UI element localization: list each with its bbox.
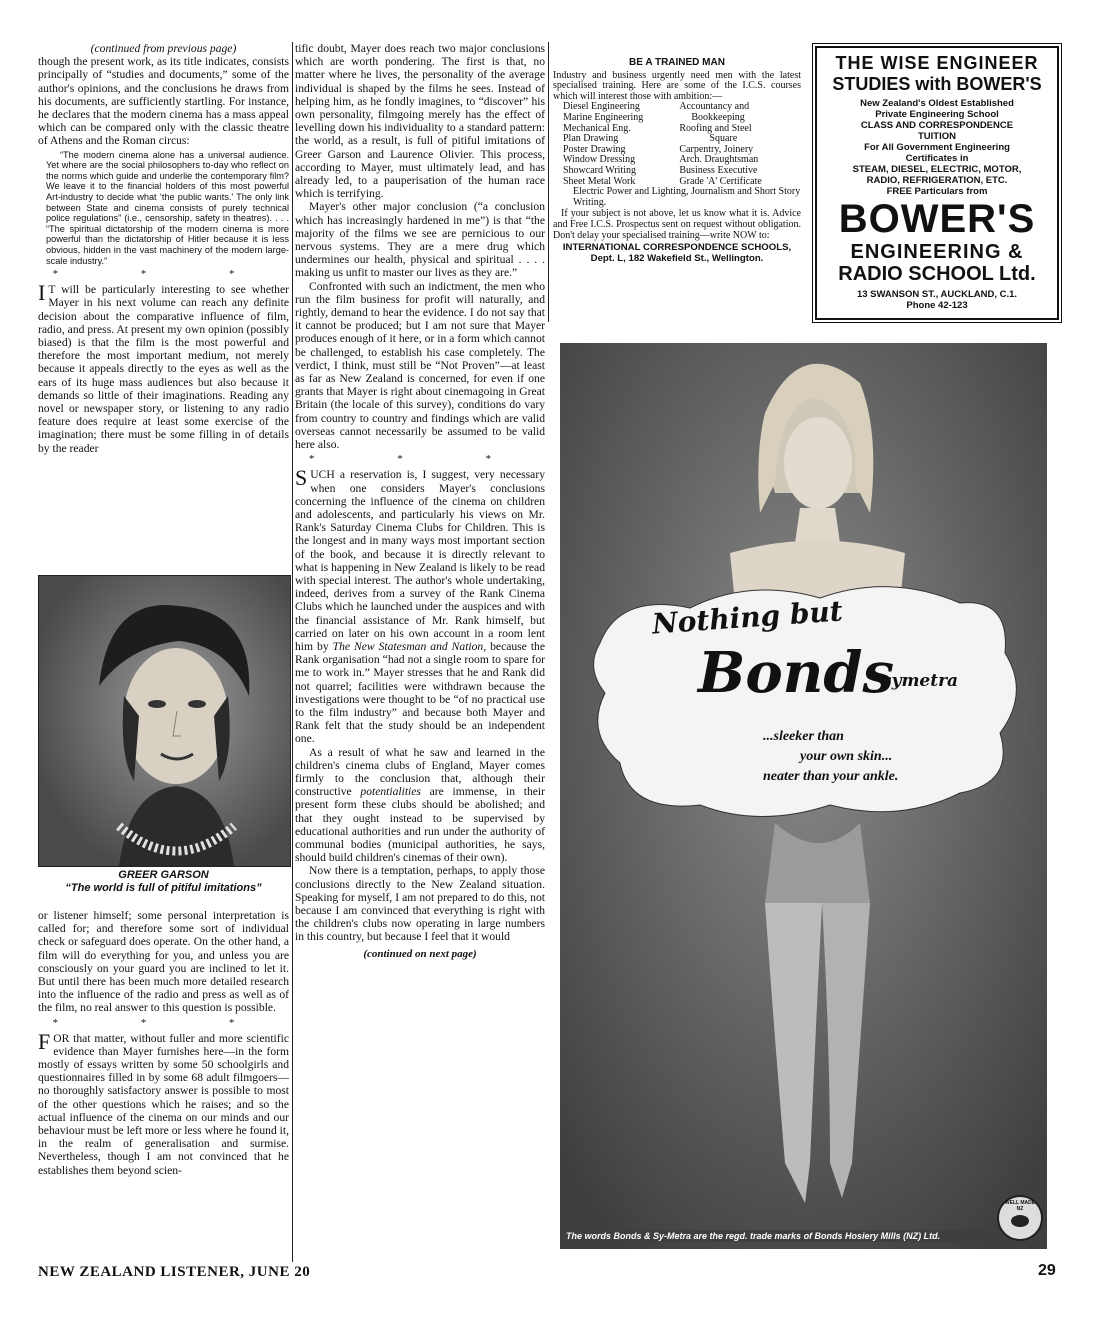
bonds-tagline-1: ...sleeker than [763, 729, 844, 744]
article-paragraph: though the present work, as its title indicates, consists principally of “studies and documents,” some of the author's opinions, and the conclusions he draws from his documents, are sufficiently startling. For instance, he declares that the modern cinema has a mass appeal which can be compared only with the classic theatre of Athens and the Roman circus: [38, 55, 289, 148]
column-2 [295, 42, 545, 961]
bowers-line2: STUDIES with BOWER'S [832, 74, 1042, 94]
bowers-line11: FREE Particulars from [886, 186, 988, 197]
article-paragraph: As a result of what he saw and learned in the children's cinema clubs of England, Mayer comes firmly to the conclusion that, although their constructive potentialities are immense, in their present form these clubs should be abolished; and that they ought instead to be supervised by educational authorities and run under the authority of communal bodies (municipal authorities, he says, should build children's cinemas of their own). [295, 745, 545, 865]
bowers-phone: Phone 42-123 [906, 300, 968, 311]
course-row: Window Dressing Arch. Draughtsman [563, 154, 759, 166]
column-1-top [38, 42, 289, 455]
bonds-tagline-2: your own skin... [800, 749, 893, 764]
ics-intro: Industry and business urgently need men with the latest specialised training. Here are some of the I.C.S. courses which will interest those with ambition:— [553, 69, 801, 102]
article-paragraph: or listener himself; some personal interpretation is called for; and therefore some sort of individual check or safeguard does operate. On the other hand, a film will do everything for you, and unless you are consciously on your guard you are inclined to let it. But until there has been much more detailed research into the influence of the radio and press as well as of the film, no real answer to this question is possible. [38, 909, 289, 1015]
course-row: Poster Drawing Carpentry, Joinery [563, 143, 754, 155]
bowers-line1: THE WISE ENGINEER [835, 53, 1039, 73]
ics-headline: BE A TRAINED MAN [629, 57, 725, 68]
bowers-line10: RADIO, REFRIGERATION, ETC. [866, 175, 1008, 186]
article-paragraph: FOR that matter, without fuller and more scientific evidence than Mayer furnishes here—in the form mostly of essays written by some 50 schoolgirls and questionnaires filled in by some 68 adult filmgoers—no thoroughly satisfactory answer is possible to most of the other questions which he raises; and so the actual influence of the cinema on our minds and our behaviour must be left more or less where he found it, in the realm of generalisation and surmise. Nevertheless, though I am not convinced that he establishes them beyond scien- [38, 1028, 289, 1177]
portrait-image [39, 576, 290, 866]
ics-course-list [563, 102, 799, 187]
ics-org: INTERNATIONAL CORRESPONDENCE SCHOOLS, [562, 242, 792, 254]
bonds-brand: Bonds [698, 640, 895, 706]
bowers-line7: For All Government Engineering [864, 142, 1010, 153]
block-quote: “The modern cinema alone has a universal audience. Yet where are the social philosophers to-day who reflect on the norms which guide and underlie the contemporary film? We leave it to the financial holders of this most powerful Art-industry to decide what ‘the public wants.’ The only link between State and cinema consists of purely technical police regulations” (i.e., censorship, safety in theatres). . . . “The spiritual dictatorship of the modern cinema is more powerful than the dictatorship of Hitler because it is less obvious, hidden in the vast machinery of the modern large-scale industry.” [46, 149, 289, 266]
ics-advertisement [553, 58, 801, 264]
course-row: Showcard Writing Business Executive [563, 164, 758, 176]
caption-quote: “The world is full of pitiful imitations” [65, 882, 262, 894]
bowers-line8: Certificates in [905, 153, 969, 164]
continued-from-label: (continued from previous page) [90, 42, 237, 55]
article-paragraph: tific doubt, Mayer does reach two major conclusions which are worth pondering. The first is that, no matter where he lives, the personality of the average individual is shaped by the films he sees. Instead of helping him, as he fondly imagines, to “discover” his own personality, filmgoing merely has the effect of levelling down his individuality to a standard pattern: the world, as a result, is full of pitiful imitations of Greer Garson and Laurence Olivier. This process, according to Mayer, must ultimately lead, and has already led, to a pauperisation of the human race which is terrifying. [295, 42, 545, 201]
column-divider [292, 42, 293, 1262]
course-row: Mechanical Eng. Roofing and Steel [563, 122, 752, 134]
drop-cap: S [295, 465, 308, 491]
section-break: * * * [52, 268, 275, 281]
ics-address: Dept. L, 182 Wakefield St., Wellington. [590, 252, 764, 264]
article-paragraph: SUCH a reservation is, I suggest, very necessary when one considers Mayer's conclusions concerning the influence of the cinema on children and adolescents, and particularly his views on Mr. Rank's Saturday Cinema Clubs for Children. This is the longest and in many ways most important section of the book, and because it is directly relevant to what is happening in New Zealand is likely to be read with special interest. The author's whole undertaking, indeed, derives from a survey of the Rank Cinema Clubs which he launched under the auspices and with the financial assistance of Mr. Rank himself, but carried on later on his own account in a room lent him by The New Statesman and Nation, because the Rank organisation “had not a single room to spare for me to work in.” Mayer stresses that he and Rank did not quarrel; facilities were withdrawn because the investigations were thought to be “of no practical use to the film industry” and because both Mayer and Rank felt that the study should be an independent one. [295, 465, 545, 746]
bowers-line3: New Zealand's Oldest Established [860, 98, 1014, 109]
photo-caption [38, 869, 289, 895]
bonds-headline: Nothing but [651, 594, 844, 641]
section-break: * * * [309, 453, 531, 466]
drop-cap: F [38, 1028, 51, 1054]
course-row: Marine Engineering Bookkeeping [563, 111, 745, 123]
course-last: Electric Power and Lighting, Journalism and Short Story Writing. [573, 186, 801, 208]
section-break: * * * [52, 1016, 275, 1029]
bonds-illustration [560, 343, 1047, 1249]
drop-cap: I [38, 280, 46, 306]
bonds-advertisement [560, 343, 1047, 1249]
article-paragraph: Now there is a temptation, perhaps, to apply those conclusions directly to the New Zealand situation. Speaking for myself, I am not prepared to do this, not because I am convinced that everything is right with the children's clubs now operating in large numbers in this country, but because I feel that it would [295, 864, 545, 944]
ics-outro: If your subject is not above, let us know what it is. Advice and Free I.C.S. Prospectus sent on request without obligation. Don't delay your specialised training—write NOW to: [553, 208, 801, 241]
course-row: Sheet Metal Work Grade 'A' Certificate [563, 175, 762, 187]
bonds-tagline-3: neater than your ankle. [763, 769, 899, 784]
continued-on-label: (continued on next page) [363, 947, 477, 960]
bowers-brand: BOWER'S [838, 197, 1036, 241]
greer-garson-photo [38, 575, 291, 867]
bowers-brand2: ENGINEERING & [850, 241, 1024, 263]
page-number: 29 [1038, 1262, 1056, 1279]
bonds-footnote: The words Bonds & Sy-Metra are the regd. trade marks of Bonds Hosiery Mills (NZ) Ltd. [566, 1230, 996, 1242]
column-1-bottom [38, 909, 289, 1177]
bowers-address: 13 SWANSON ST., AUCKLAND, C.1. [856, 289, 1018, 300]
course-row: Plan Drawing Square [563, 133, 738, 145]
bowers-line9: STEAM, DIESEL, ELECTRIC, MOTOR, [852, 164, 1022, 175]
article-paragraph: Mayer's other major conclusion (“a conclusion which has increasingly hardened in me”) is that “the majority of the films we see are pernicious to our nervous systems. They are a mere drug which undermines our health, physical and spiritual . . . . making us unfit to master our lives as they are.” [295, 200, 545, 280]
course-row: Diesel Engineering Accountancy and [563, 101, 750, 113]
bowers-line5: CLASS AND CORRESPONDENCE [860, 120, 1014, 131]
bowers-line6: TUITION [918, 131, 956, 142]
article-paragraph: I T will be particularly interesting to see whether Mayer in his next volume can reach any definite decision about the comparative influence of film, radio, and press. At present my own opinion (possibly biased) is that the film is the most powerful and therefore the most important medium, not merely because it appeals directly to the eyes as well as the ears of its huge mass audiences but also because it demands so little of their imaginations. Reading any novel or newspaper story, or listening to any radio feature does require at least some exercise of the imagination; there must be some filling in of details by the reader [38, 280, 289, 455]
article-paragraph: Confronted with such an indictment, the men who run the film business for profit will naturally, and rightly, demand to hear the evidence. I do not say that it cannot be produced; but I am not sure that Mayer produces enough of it here, or in a form which cannot be challenged, to establish his case completely. The verdict, I think, must still be “Not Proven”—at least as far as New Zealand is concerned, for even if one grants that Mayer is right about cinemagoing in Great Britain (the locale of this survey), conditions do vary from country to country and findings which are valid overseas cannot necessarily be assumed to be valid here also. [295, 279, 545, 452]
bonds-product: symetra [882, 671, 959, 691]
column-divider [548, 42, 549, 322]
bowers-advertisement [815, 46, 1059, 320]
caption-name: GREER GARSON [118, 869, 209, 881]
publication-footer: NEW ZEALAND LISTENER, JUNE 20 [38, 1264, 311, 1280]
bowers-brand3: RADIO SCHOOL Ltd. [838, 263, 1036, 285]
well-made-seal-icon: WELL MADE NZ [1004, 1200, 1036, 1212]
bowers-line4: Private Engineering School [875, 109, 999, 120]
